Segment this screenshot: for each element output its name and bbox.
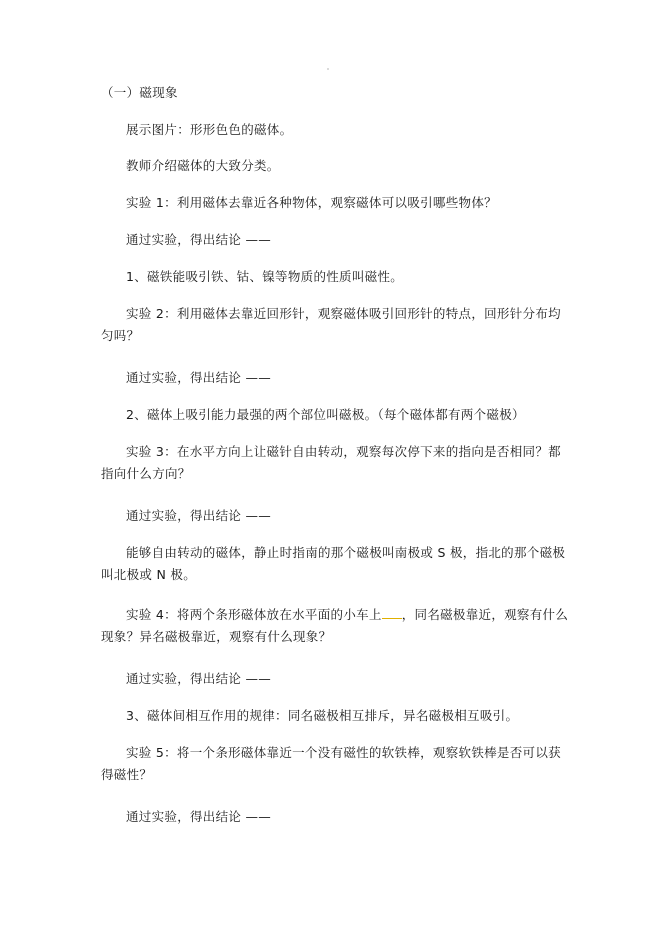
paragraph-magnetic-poles: 2、磁体上吸引能力最强的两个部位叫磁极。（每个磁体都有两个磁极） [126,407,525,422]
paragraph-experiment-2: 实验 2：利用磁体去靠近回形针，观察磁体吸引回形针的特点，回形针分布均匀吗？ [101,306,561,343]
paragraph-magnetism-definition: 1、磁铁能吸引铁、钴、镍等物质的性质叫磁性。 [126,269,404,284]
paragraph-conclusion-4: 通过实验，得出结论 —— [126,671,272,686]
paragraph-conclusion-2: 通过实验，得出结论 —— [126,370,272,385]
experiment-4-part-2: ，同名磁极靠近，观察有什么现象？异名磁极靠近，观察有什么现象？ [101,607,569,644]
paragraph-interaction-law: 3、磁体间相互作用的规律：同名磁极相互排斥，异名磁极相互吸引。 [126,708,519,723]
scan-speck [327,68,329,70]
paragraph-conclusion-5: 通过实验，得出结论 —— [126,809,272,824]
section-title: （一）磁现象 [101,85,178,100]
paragraph-experiment-4 [101,604,571,648]
paragraph-conclusion-1: 通过实验，得出结论 —— [126,232,272,247]
paragraph-show-pictures: 展示图片：形形色色的磁体。 [126,122,293,137]
paragraph-experiment-3: 实验 3：在水平方向上让磁针自由转动，观察每次停下来的指向是否相同？都指向什么方向？ [101,444,561,481]
paragraph-experiment-1: 实验 1：利用磁体去靠近各种物体，观察磁体可以吸引哪些物体？ [126,195,497,210]
paragraph-conclusion-3: 通过实验，得出结论 —— [126,508,272,523]
fill-blank [382,608,402,619]
paragraph-south-north-poles: 能够自由转动的磁体，静止时指南的那个磁极叫南极或 S 极，指北的那个磁极叫北极或 N 极。 [101,545,566,582]
experiment-4-part-1: 实验 4：将两个条形磁体放在水平面的小车上 [126,607,382,622]
paragraph-experiment-5: 实验 5：将一个条形磁体靠近一个没有磁性的软铁棒，观察软铁棒是否可以获得磁性？ [101,745,561,782]
paragraph-teacher-intro: 教师介绍磁体的大致分类。 [126,158,280,173]
